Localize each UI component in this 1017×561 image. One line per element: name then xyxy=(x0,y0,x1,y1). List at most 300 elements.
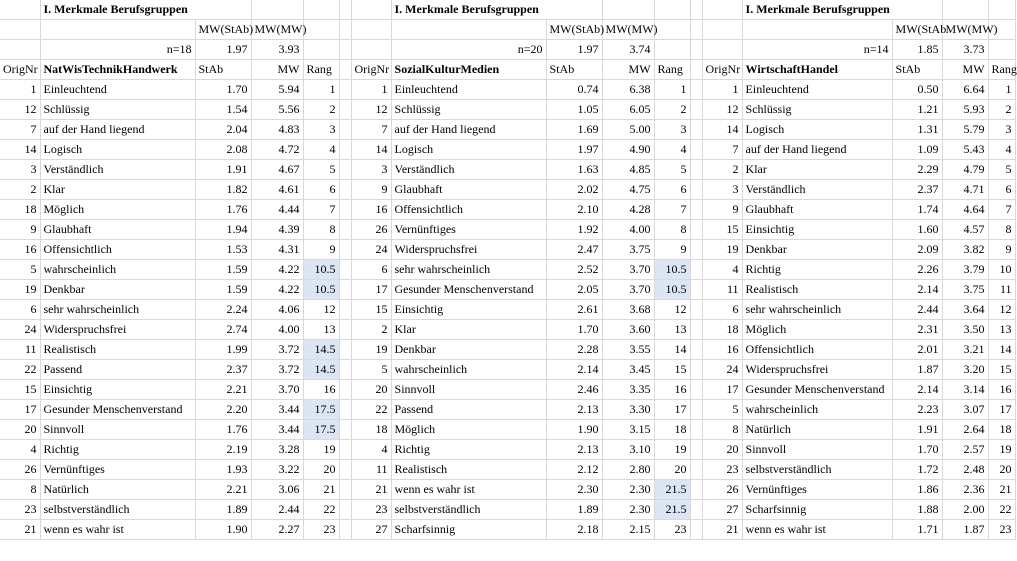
rang-cell[interactable]: 8 xyxy=(988,220,1015,240)
empty-cell[interactable] xyxy=(942,0,988,20)
empty-cell[interactable] xyxy=(0,20,40,40)
sample-size[interactable]: n=14 xyxy=(742,40,892,60)
empty-cell[interactable] xyxy=(654,40,690,60)
mw-cell[interactable]: 4.00 xyxy=(251,320,303,340)
mw-cell[interactable]: 3.14 xyxy=(942,380,988,400)
stab-cell[interactable]: 2.09 xyxy=(892,240,942,260)
rang-cell[interactable]: 5 xyxy=(988,160,1015,180)
orignr-cell[interactable]: 6 xyxy=(351,260,391,280)
stab-cell[interactable]: 2.10 xyxy=(546,200,602,220)
mw-cell[interactable]: 3.35 xyxy=(602,380,654,400)
rang-cell[interactable]: 3 xyxy=(654,120,690,140)
rang-cell[interactable]: 8 xyxy=(654,220,690,240)
stab-cell[interactable]: 1.60 xyxy=(892,220,942,240)
rang-cell[interactable]: 17 xyxy=(988,400,1015,420)
criterion-cell[interactable]: Einleuchtend xyxy=(40,80,195,100)
rang-cell[interactable]: 21.5 xyxy=(654,480,690,500)
criterion-cell[interactable]: Einsichtig xyxy=(742,220,892,240)
rang-cell[interactable]: 12 xyxy=(654,300,690,320)
mw-cell[interactable]: 6.05 xyxy=(602,100,654,120)
col-header-rang[interactable]: Rang xyxy=(988,60,1015,80)
mw-cell[interactable]: 5.00 xyxy=(602,120,654,140)
empty-cell[interactable] xyxy=(351,0,391,20)
stab-cell[interactable]: 2.20 xyxy=(195,400,251,420)
criterion-cell[interactable]: Möglich xyxy=(40,200,195,220)
criterion-cell[interactable]: Vernünftiges xyxy=(40,460,195,480)
col-header-orignr[interactable]: OrigNr xyxy=(351,60,391,80)
mw-cell[interactable]: 3.30 xyxy=(602,400,654,420)
criterion-cell[interactable]: Schlüssig xyxy=(40,100,195,120)
mw-cell[interactable]: 3.15 xyxy=(602,420,654,440)
criterion-cell[interactable]: Scharfsinnig xyxy=(742,500,892,520)
spacer-cell[interactable] xyxy=(339,0,351,20)
empty-cell[interactable] xyxy=(702,0,742,20)
criterion-cell[interactable]: Klar xyxy=(742,160,892,180)
mw-cell[interactable]: 3.07 xyxy=(942,400,988,420)
spacer-cell[interactable] xyxy=(339,160,351,180)
rang-cell[interactable]: 3 xyxy=(303,120,339,140)
rang-cell[interactable]: 21 xyxy=(303,480,339,500)
mw-cell[interactable]: 4.28 xyxy=(602,200,654,220)
orignr-cell[interactable]: 4 xyxy=(702,260,742,280)
spacer-cell[interactable] xyxy=(339,340,351,360)
criterion-cell[interactable]: wenn es wahr ist xyxy=(391,480,546,500)
stab-cell[interactable]: 1.91 xyxy=(195,160,251,180)
stab-cell[interactable]: 1.05 xyxy=(546,100,602,120)
rang-cell[interactable]: 10 xyxy=(988,260,1015,280)
sample-size[interactable]: n=18 xyxy=(40,40,195,60)
criterion-cell[interactable]: auf der Hand liegend xyxy=(742,140,892,160)
criterion-cell[interactable]: Vernünftiges xyxy=(391,220,546,240)
mw-stab-value[interactable]: 1.97 xyxy=(546,40,602,60)
stab-cell[interactable]: 1.63 xyxy=(546,160,602,180)
orignr-cell[interactable]: 26 xyxy=(702,480,742,500)
mw-cell[interactable]: 5.56 xyxy=(251,100,303,120)
spacer-cell[interactable] xyxy=(339,440,351,460)
spacer-cell[interactable] xyxy=(339,20,351,40)
orignr-cell[interactable]: 16 xyxy=(702,340,742,360)
rang-cell[interactable]: 17.5 xyxy=(303,420,339,440)
spacer-cell[interactable] xyxy=(690,460,702,480)
criterion-cell[interactable]: Einleuchtend xyxy=(391,80,546,100)
orignr-cell[interactable]: 8 xyxy=(702,420,742,440)
col-header-stab[interactable]: StAb xyxy=(546,60,602,80)
orignr-cell[interactable]: 14 xyxy=(702,120,742,140)
mw-cell[interactable]: 4.22 xyxy=(251,260,303,280)
rang-cell[interactable]: 19 xyxy=(654,440,690,460)
stab-cell[interactable]: 2.14 xyxy=(892,380,942,400)
rang-cell[interactable]: 13 xyxy=(988,320,1015,340)
spacer-cell[interactable] xyxy=(690,80,702,100)
orignr-cell[interactable]: 26 xyxy=(351,220,391,240)
mw-stab-label[interactable]: MW(StAb) xyxy=(546,20,602,40)
stab-cell[interactable]: 1.70 xyxy=(892,440,942,460)
rang-cell[interactable]: 15 xyxy=(654,360,690,380)
empty-cell[interactable] xyxy=(303,0,339,20)
stab-cell[interactable]: 2.28 xyxy=(546,340,602,360)
rang-cell[interactable]: 7 xyxy=(988,200,1015,220)
stab-cell[interactable]: 2.44 xyxy=(892,300,942,320)
stab-cell[interactable]: 2.05 xyxy=(546,280,602,300)
orignr-cell[interactable]: 14 xyxy=(351,140,391,160)
stab-cell[interactable]: 2.26 xyxy=(892,260,942,280)
orignr-cell[interactable]: 5 xyxy=(351,360,391,380)
rang-cell[interactable]: 7 xyxy=(654,200,690,220)
stab-cell[interactable]: 2.14 xyxy=(546,360,602,380)
spacer-cell[interactable] xyxy=(339,400,351,420)
orignr-cell[interactable]: 2 xyxy=(702,160,742,180)
mw-cell[interactable]: 3.70 xyxy=(602,260,654,280)
criterion-cell[interactable]: Realistisch xyxy=(391,460,546,480)
spacer-cell[interactable] xyxy=(690,280,702,300)
stab-cell[interactable]: 1.90 xyxy=(195,520,251,540)
criterion-cell[interactable]: Einsichtig xyxy=(40,380,195,400)
orignr-cell[interactable]: 27 xyxy=(702,500,742,520)
rang-cell[interactable]: 14 xyxy=(988,340,1015,360)
stab-cell[interactable]: 1.70 xyxy=(195,80,251,100)
orignr-cell[interactable]: 16 xyxy=(0,240,40,260)
stab-cell[interactable]: 0.50 xyxy=(892,80,942,100)
empty-cell[interactable] xyxy=(351,40,391,60)
orignr-cell[interactable]: 1 xyxy=(702,80,742,100)
orignr-cell[interactable]: 3 xyxy=(351,160,391,180)
orignr-cell[interactable]: 24 xyxy=(351,240,391,260)
rang-cell[interactable]: 5 xyxy=(303,160,339,180)
criterion-cell[interactable]: auf der Hand liegend xyxy=(40,120,195,140)
rang-cell[interactable]: 10.5 xyxy=(303,280,339,300)
orignr-cell[interactable]: 20 xyxy=(351,380,391,400)
orignr-cell[interactable]: 17 xyxy=(351,280,391,300)
mw-cell[interactable]: 3.10 xyxy=(602,440,654,460)
criterion-cell[interactable]: Gesunder Menschenverstand xyxy=(742,380,892,400)
mw-cell[interactable]: 3.70 xyxy=(251,380,303,400)
orignr-cell[interactable]: 11 xyxy=(0,340,40,360)
rang-cell[interactable]: 22 xyxy=(988,500,1015,520)
orignr-cell[interactable]: 3 xyxy=(702,180,742,200)
stab-cell[interactable]: 1.72 xyxy=(892,460,942,480)
criterion-cell[interactable]: Sinnvoll xyxy=(391,380,546,400)
mw-cell[interactable]: 4.85 xyxy=(602,160,654,180)
orignr-cell[interactable]: 12 xyxy=(702,100,742,120)
rang-cell[interactable]: 1 xyxy=(303,80,339,100)
criterion-cell[interactable]: wenn es wahr ist xyxy=(742,520,892,540)
criterion-cell[interactable]: sehr wahrscheinlich xyxy=(40,300,195,320)
spacer-cell[interactable] xyxy=(690,420,702,440)
orignr-cell[interactable]: 15 xyxy=(0,380,40,400)
stab-cell[interactable]: 2.21 xyxy=(195,480,251,500)
orignr-cell[interactable]: 21 xyxy=(0,520,40,540)
stab-cell[interactable]: 1.87 xyxy=(892,360,942,380)
spacer-cell[interactable] xyxy=(690,180,702,200)
spacer-cell[interactable] xyxy=(339,120,351,140)
criterion-cell[interactable]: Natürlich xyxy=(40,480,195,500)
stab-cell[interactable]: 1.69 xyxy=(546,120,602,140)
col-header-group[interactable]: SozialKulturMedien xyxy=(391,60,546,80)
empty-cell[interactable] xyxy=(602,0,654,20)
stab-cell[interactable]: 1.31 xyxy=(892,120,942,140)
col-header-group[interactable]: WirtschaftHandel xyxy=(742,60,892,80)
orignr-cell[interactable]: 9 xyxy=(702,200,742,220)
mw-cell[interactable]: 2.36 xyxy=(942,480,988,500)
mw-cell[interactable]: 4.71 xyxy=(942,180,988,200)
criterion-cell[interactable]: wahrscheinlich xyxy=(742,400,892,420)
stab-cell[interactable]: 2.37 xyxy=(892,180,942,200)
spacer-cell[interactable] xyxy=(690,120,702,140)
criterion-cell[interactable]: Offensichtlich xyxy=(391,200,546,220)
spacer-cell[interactable] xyxy=(339,360,351,380)
orignr-cell[interactable]: 4 xyxy=(0,440,40,460)
col-header-orignr[interactable]: OrigNr xyxy=(702,60,742,80)
stab-cell[interactable]: 1.89 xyxy=(195,500,251,520)
spacer-cell[interactable] xyxy=(339,40,351,60)
rang-cell[interactable]: 16 xyxy=(654,380,690,400)
stab-cell[interactable]: 2.61 xyxy=(546,300,602,320)
empty-cell[interactable] xyxy=(391,20,546,40)
spacer-cell[interactable] xyxy=(690,500,702,520)
criterion-cell[interactable]: Denkbar xyxy=(742,240,892,260)
criterion-cell[interactable]: Denkbar xyxy=(40,280,195,300)
spacer-cell[interactable] xyxy=(690,520,702,540)
stab-cell[interactable]: 1.09 xyxy=(892,140,942,160)
mw-cell[interactable]: 3.79 xyxy=(942,260,988,280)
col-header-rang[interactable]: Rang xyxy=(654,60,690,80)
block-title[interactable]: I. Merkmale Berufsgruppen xyxy=(40,0,251,20)
empty-cell[interactable] xyxy=(742,20,892,40)
rang-cell[interactable]: 10.5 xyxy=(654,260,690,280)
rang-cell[interactable]: 6 xyxy=(988,180,1015,200)
orignr-cell[interactable]: 23 xyxy=(351,500,391,520)
spacer-cell[interactable] xyxy=(690,200,702,220)
mw-mw-label[interactable]: MW(MW) xyxy=(251,20,303,40)
stab-cell[interactable]: 2.52 xyxy=(546,260,602,280)
criterion-cell[interactable]: Klar xyxy=(391,320,546,340)
mw-cell[interactable]: 3.75 xyxy=(602,240,654,260)
rang-cell[interactable]: 7 xyxy=(303,200,339,220)
stab-cell[interactable]: 2.29 xyxy=(892,160,942,180)
spacer-cell[interactable] xyxy=(690,0,702,20)
mw-cell[interactable]: 3.44 xyxy=(251,420,303,440)
mw-cell[interactable]: 2.00 xyxy=(942,500,988,520)
rang-cell[interactable]: 6 xyxy=(303,180,339,200)
rang-cell[interactable]: 20 xyxy=(988,460,1015,480)
mw-cell[interactable]: 4.39 xyxy=(251,220,303,240)
orignr-cell[interactable]: 27 xyxy=(351,520,391,540)
mw-cell[interactable]: 4.90 xyxy=(602,140,654,160)
empty-cell[interactable] xyxy=(40,20,195,40)
mw-cell[interactable]: 4.79 xyxy=(942,160,988,180)
spacer-cell[interactable] xyxy=(339,280,351,300)
mw-cell[interactable]: 5.43 xyxy=(942,140,988,160)
mw-cell[interactable]: 3.75 xyxy=(942,280,988,300)
stab-cell[interactable]: 0.74 xyxy=(546,80,602,100)
rang-cell[interactable]: 20 xyxy=(654,460,690,480)
orignr-cell[interactable]: 21 xyxy=(351,480,391,500)
criterion-cell[interactable]: Widerspruchsfrei xyxy=(742,360,892,380)
mw-cell[interactable]: 4.22 xyxy=(251,280,303,300)
rang-cell[interactable]: 12 xyxy=(988,300,1015,320)
orignr-cell[interactable]: 15 xyxy=(351,300,391,320)
stab-cell[interactable]: 1.88 xyxy=(892,500,942,520)
spacer-cell[interactable] xyxy=(690,300,702,320)
stab-cell[interactable]: 2.18 xyxy=(546,520,602,540)
stab-cell[interactable]: 1.93 xyxy=(195,460,251,480)
stab-cell[interactable]: 1.53 xyxy=(195,240,251,260)
mw-cell[interactable]: 2.27 xyxy=(251,520,303,540)
rang-cell[interactable]: 8 xyxy=(303,220,339,240)
criterion-cell[interactable]: Möglich xyxy=(391,420,546,440)
spacer-cell[interactable] xyxy=(690,320,702,340)
spacer-cell[interactable] xyxy=(339,180,351,200)
spacer-cell[interactable] xyxy=(339,420,351,440)
stab-cell[interactable]: 2.14 xyxy=(892,280,942,300)
orignr-cell[interactable]: 16 xyxy=(351,200,391,220)
rang-cell[interactable]: 6 xyxy=(654,180,690,200)
stab-cell[interactable]: 2.13 xyxy=(546,440,602,460)
rang-cell[interactable]: 12 xyxy=(303,300,339,320)
col-header-mw[interactable]: MW xyxy=(251,60,303,80)
criterion-cell[interactable]: Verständlich xyxy=(391,160,546,180)
stab-cell[interactable]: 2.30 xyxy=(546,480,602,500)
mw-cell[interactable]: 2.30 xyxy=(602,500,654,520)
mw-cell[interactable]: 2.30 xyxy=(602,480,654,500)
spacer-cell[interactable] xyxy=(339,220,351,240)
criterion-cell[interactable]: Glaubhaft xyxy=(742,200,892,220)
rang-cell[interactable]: 19 xyxy=(988,440,1015,460)
orignr-cell[interactable]: 19 xyxy=(702,240,742,260)
criterion-cell[interactable]: Sinnvoll xyxy=(40,420,195,440)
spacer-cell[interactable] xyxy=(690,360,702,380)
rang-cell[interactable]: 9 xyxy=(654,240,690,260)
mw-cell[interactable]: 3.06 xyxy=(251,480,303,500)
stab-cell[interactable]: 2.19 xyxy=(195,440,251,460)
orignr-cell[interactable]: 5 xyxy=(0,260,40,280)
col-header-stab[interactable]: StAb xyxy=(195,60,251,80)
mw-cell[interactable]: 3.55 xyxy=(602,340,654,360)
mw-cell[interactable]: 3.22 xyxy=(251,460,303,480)
stab-cell[interactable]: 2.23 xyxy=(892,400,942,420)
criterion-cell[interactable]: auf der Hand liegend xyxy=(391,120,546,140)
criterion-cell[interactable]: Glaubhaft xyxy=(391,180,546,200)
orignr-cell[interactable]: 11 xyxy=(351,460,391,480)
mw-cell[interactable]: 3.21 xyxy=(942,340,988,360)
stab-cell[interactable]: 2.21 xyxy=(195,380,251,400)
stab-cell[interactable]: 1.59 xyxy=(195,260,251,280)
mw-mw-label[interactable]: MW(MW) xyxy=(602,20,654,40)
orignr-cell[interactable]: 21 xyxy=(702,520,742,540)
orignr-cell[interactable]: 7 xyxy=(702,140,742,160)
empty-cell[interactable] xyxy=(988,0,1015,20)
stab-cell[interactable]: 1.71 xyxy=(892,520,942,540)
empty-cell[interactable] xyxy=(654,20,690,40)
rang-cell[interactable]: 17.5 xyxy=(303,400,339,420)
spacer-cell[interactable] xyxy=(690,400,702,420)
spacer-cell[interactable] xyxy=(690,480,702,500)
orignr-cell[interactable]: 6 xyxy=(0,300,40,320)
mw-cell[interactable]: 4.06 xyxy=(251,300,303,320)
criterion-cell[interactable]: Schlüssig xyxy=(742,100,892,120)
criterion-cell[interactable]: Widerspruchsfrei xyxy=(391,240,546,260)
orignr-cell[interactable]: 17 xyxy=(702,380,742,400)
criterion-cell[interactable]: Gesunder Menschenverstand xyxy=(40,400,195,420)
stab-cell[interactable]: 2.02 xyxy=(546,180,602,200)
mw-cell[interactable]: 3.64 xyxy=(942,300,988,320)
mw-stab-label[interactable]: MW(StAb xyxy=(892,20,942,40)
col-header-stab[interactable]: StAb xyxy=(892,60,942,80)
mw-cell[interactable]: 4.31 xyxy=(251,240,303,260)
mw-cell[interactable]: 5.94 xyxy=(251,80,303,100)
criterion-cell[interactable]: Richtig xyxy=(40,440,195,460)
spacer-cell[interactable] xyxy=(690,40,702,60)
orignr-cell[interactable]: 1 xyxy=(0,80,40,100)
stab-cell[interactable]: 1.86 xyxy=(892,480,942,500)
mw-cell[interactable]: 4.61 xyxy=(251,180,303,200)
mw-cell[interactable]: 2.44 xyxy=(251,500,303,520)
empty-cell[interactable] xyxy=(0,0,40,20)
mw-cell[interactable]: 2.48 xyxy=(942,460,988,480)
spacer-cell[interactable] xyxy=(690,100,702,120)
orignr-cell[interactable]: 23 xyxy=(702,460,742,480)
stab-cell[interactable]: 1.76 xyxy=(195,420,251,440)
spacer-cell[interactable] xyxy=(690,340,702,360)
spacer-cell[interactable] xyxy=(690,260,702,280)
rang-cell[interactable]: 23 xyxy=(988,520,1015,540)
stab-cell[interactable]: 1.89 xyxy=(546,500,602,520)
orignr-cell[interactable]: 12 xyxy=(0,100,40,120)
orignr-cell[interactable]: 5 xyxy=(702,400,742,420)
rang-cell[interactable]: 14 xyxy=(654,340,690,360)
rang-cell[interactable]: 4 xyxy=(654,140,690,160)
rang-cell[interactable]: 13 xyxy=(303,320,339,340)
orignr-cell[interactable]: 2 xyxy=(0,180,40,200)
criterion-cell[interactable]: Richtig xyxy=(742,260,892,280)
rang-cell[interactable]: 14.5 xyxy=(303,360,339,380)
mw-cell[interactable]: 4.67 xyxy=(251,160,303,180)
mw-cell[interactable]: 3.72 xyxy=(251,340,303,360)
rang-cell[interactable]: 13 xyxy=(654,320,690,340)
criterion-cell[interactable]: Realistisch xyxy=(742,280,892,300)
empty-cell[interactable] xyxy=(303,20,339,40)
mw-cell[interactable]: 4.00 xyxy=(602,220,654,240)
rang-cell[interactable]: 21 xyxy=(988,480,1015,500)
rang-cell[interactable]: 9 xyxy=(988,240,1015,260)
orignr-cell[interactable]: 1 xyxy=(351,80,391,100)
orignr-cell[interactable]: 6 xyxy=(702,300,742,320)
orignr-cell[interactable]: 14 xyxy=(0,140,40,160)
criterion-cell[interactable]: Verständlich xyxy=(40,160,195,180)
rang-cell[interactable]: 19 xyxy=(303,440,339,460)
rang-cell[interactable]: 2 xyxy=(654,100,690,120)
orignr-cell[interactable]: 19 xyxy=(0,280,40,300)
criterion-cell[interactable]: Offensichtlich xyxy=(742,340,892,360)
stab-cell[interactable]: 1.21 xyxy=(892,100,942,120)
spacer-cell[interactable] xyxy=(690,240,702,260)
mw-cell[interactable]: 2.57 xyxy=(942,440,988,460)
rang-cell[interactable]: 22 xyxy=(303,500,339,520)
spacer-cell[interactable] xyxy=(339,260,351,280)
mw-cell[interactable]: 4.57 xyxy=(942,220,988,240)
criterion-cell[interactable]: Denkbar xyxy=(391,340,546,360)
criterion-cell[interactable]: selbstverständlich xyxy=(391,500,546,520)
mw-cell[interactable]: 3.70 xyxy=(602,280,654,300)
col-header-group[interactable]: NatWisTechnikHandwerk xyxy=(40,60,195,80)
stab-cell[interactable]: 1.74 xyxy=(892,200,942,220)
rang-cell[interactable]: 9 xyxy=(303,240,339,260)
orignr-cell[interactable]: 18 xyxy=(0,200,40,220)
criterion-cell[interactable]: selbstverständlich xyxy=(40,500,195,520)
orignr-cell[interactable]: 9 xyxy=(0,220,40,240)
mw-cell[interactable]: 4.64 xyxy=(942,200,988,220)
stab-cell[interactable]: 2.08 xyxy=(195,140,251,160)
